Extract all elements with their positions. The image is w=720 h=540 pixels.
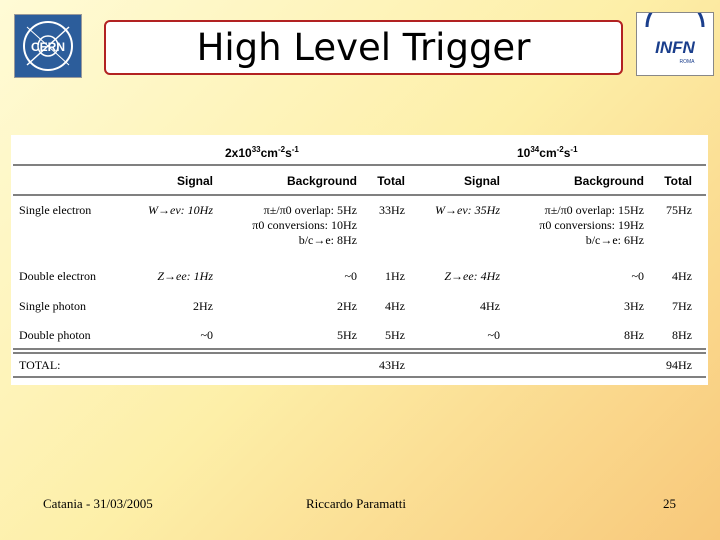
col-header-background-high: Background xyxy=(573,174,644,188)
slide-title-box xyxy=(104,20,623,75)
total-low: 5Hz xyxy=(385,328,405,342)
footer-author: Riccardo Paramatti xyxy=(306,496,406,511)
table-row xyxy=(19,203,692,247)
trigger-rate-table xyxy=(11,135,708,385)
table-row xyxy=(19,299,692,313)
total-high: 75Hz xyxy=(666,203,692,217)
table-row xyxy=(19,328,692,342)
background-high-line: π±/π0 overlap: 15Hz xyxy=(544,203,644,217)
footer-event: Catania - 31/03/2005 xyxy=(43,496,153,511)
infn-logo xyxy=(636,12,714,76)
background-low-line: π±/π0 overlap: 5Hz xyxy=(263,203,357,217)
signal-low: W→eν: 10Hz xyxy=(148,203,213,217)
cern-logo xyxy=(14,14,82,78)
signal-low: ~0 xyxy=(200,328,213,342)
trigger-rate-table-svg xyxy=(11,135,708,385)
slide-title: High Level Trigger xyxy=(196,26,531,69)
infn-logo-subtext: ROMA xyxy=(679,59,695,65)
col-header-total-high: Total xyxy=(664,174,692,188)
total-high: 8Hz xyxy=(672,328,692,342)
col-header-background-low: Background xyxy=(286,174,357,188)
background-low-line: π0 conversions: 10Hz xyxy=(252,218,357,232)
background-high: ~0 xyxy=(631,269,644,283)
cern-logo-graphic xyxy=(15,15,81,77)
background-low: 2Hz xyxy=(337,299,357,313)
col-header-signal-high: Signal xyxy=(463,174,500,188)
row-label: Double photon xyxy=(19,328,91,342)
col-header-signal-low: Signal xyxy=(176,174,213,188)
lumi-header-low: $2x10^{33}cm^{-2}s^{-1}$ xyxy=(225,145,299,160)
signal-high: W→eν: 35Hz xyxy=(435,203,500,217)
row-label: Single photon xyxy=(19,299,87,313)
lumi-header-high: $10^{34}cm^{-2}s^{-1}$ xyxy=(517,145,578,160)
total-high: 7Hz xyxy=(672,299,692,313)
total-low: 1Hz xyxy=(385,269,405,283)
background-high-line: π0 conversions: 19Hz xyxy=(539,218,644,232)
background-high: 3Hz xyxy=(624,299,644,313)
signal-low: 2Hz xyxy=(193,299,213,313)
grand-total-high: 94Hz xyxy=(666,358,692,372)
total-label: TOTAL: xyxy=(19,358,61,372)
infn-logo-graphic xyxy=(637,13,713,75)
background-low: 5Hz xyxy=(337,328,357,342)
infn-logo-text: INFN xyxy=(655,38,695,57)
row-label: Single electron xyxy=(19,203,92,217)
background-high-line: b/c→e: 6Hz xyxy=(585,233,644,247)
grand-total-low: 43Hz xyxy=(379,358,405,372)
cern-logo-text: CERN xyxy=(30,40,66,54)
background-high: 8Hz xyxy=(624,328,644,342)
page-number: 25 xyxy=(663,496,676,511)
signal-high: ~0 xyxy=(487,328,500,342)
col-header-total-low: Total xyxy=(377,174,405,188)
row-label: Double electron xyxy=(19,269,96,283)
background-low-line: b/c→e: 8Hz xyxy=(298,233,357,247)
total-low: 4Hz xyxy=(385,299,405,313)
background-low: ~0 xyxy=(344,269,357,283)
total-low: 33Hz xyxy=(379,203,405,217)
total-row xyxy=(19,358,692,372)
signal-high: 4Hz xyxy=(480,299,500,313)
signal-high: Z→ee: 4Hz xyxy=(444,269,500,283)
total-high: 4Hz xyxy=(672,269,692,283)
signal-low: Z→ee: 1Hz xyxy=(157,269,213,283)
table-row xyxy=(19,269,692,283)
